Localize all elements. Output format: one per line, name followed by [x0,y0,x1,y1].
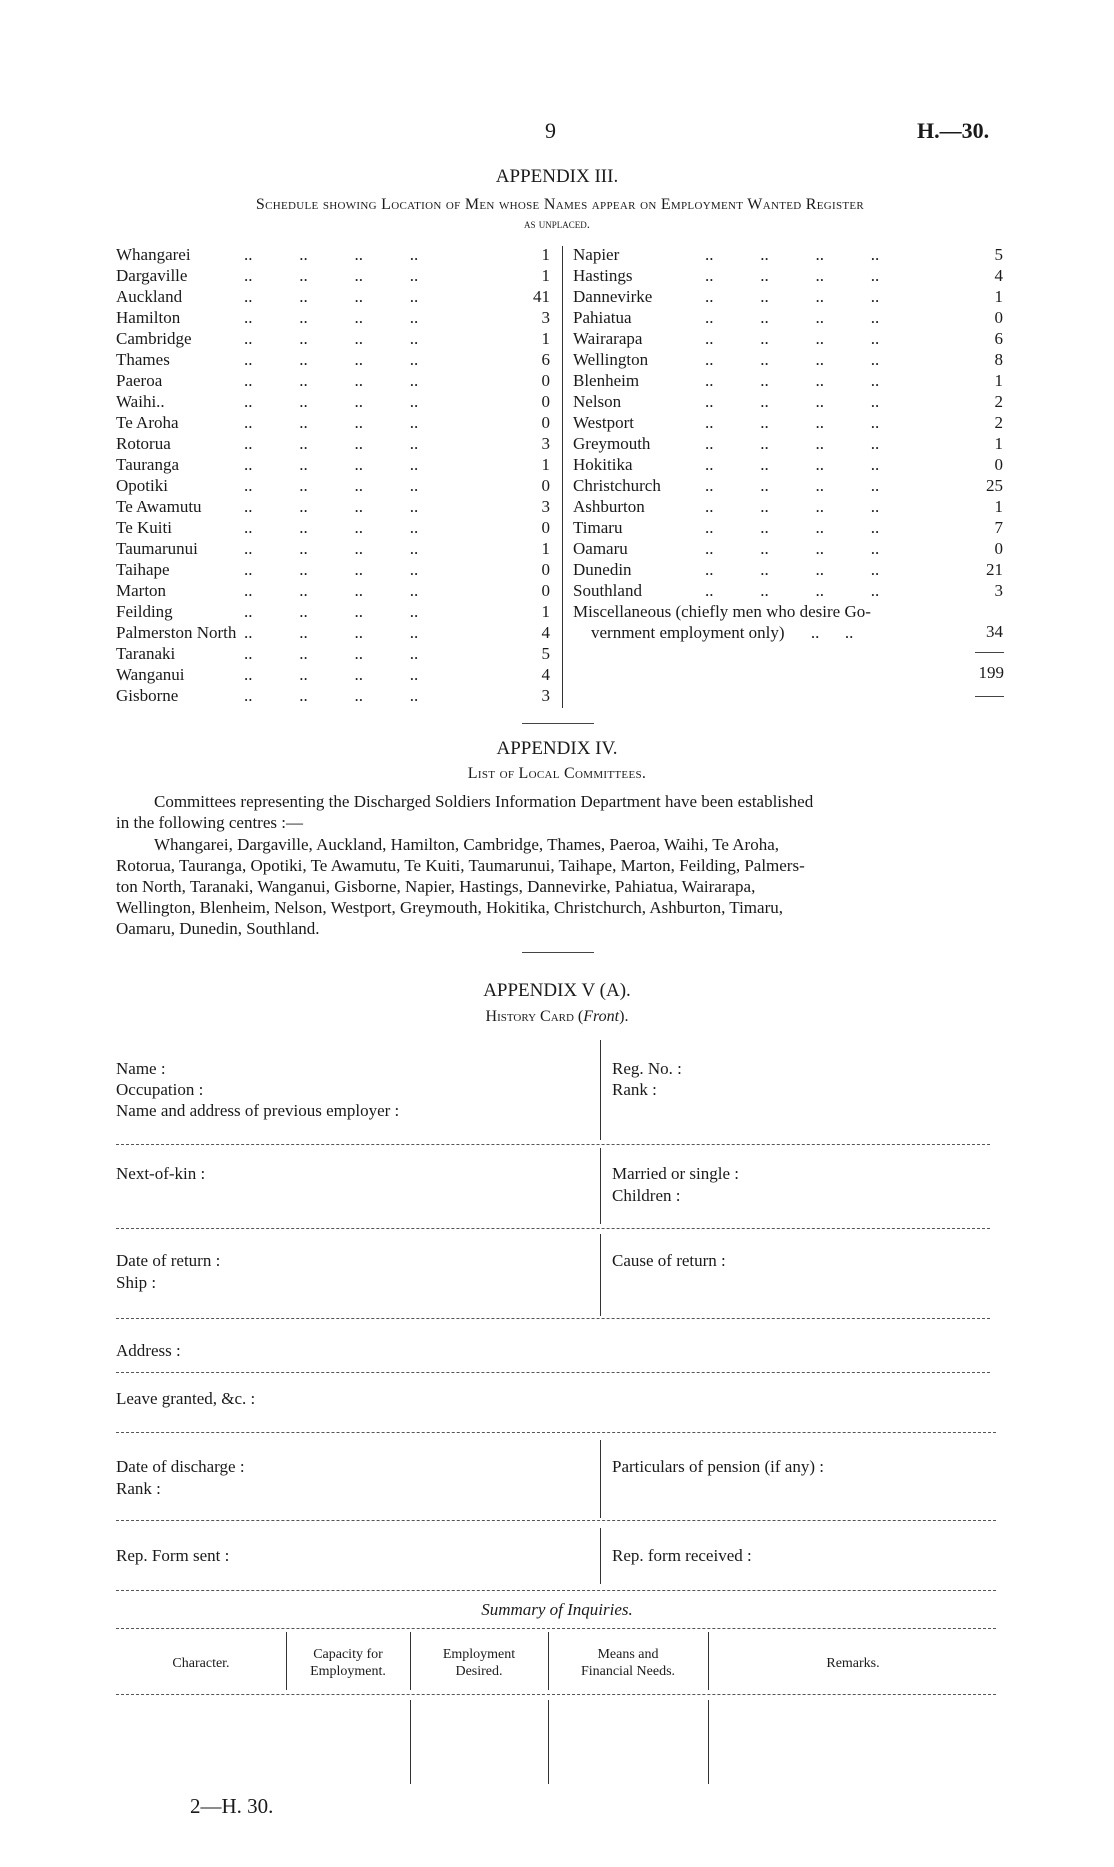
location-count: 5 [541,644,550,663]
rep-form-received-label: Rep. form received : [612,1546,752,1565]
location-count: 1 [541,266,550,285]
summary-body-divider-2 [548,1700,549,1784]
location-row [573,517,1003,538]
location-row [573,328,1003,349]
location-count: 0 [994,455,1003,474]
location-count: 1 [541,329,550,348]
location-list-left [116,244,556,714]
location-row [573,559,1003,580]
leader-dots: .. .. .. .. [244,371,419,390]
location-name: Wellington [573,350,649,369]
column-remarks: Remarks. [826,1656,880,1671]
location-row [573,286,1003,307]
location-row [116,496,550,517]
rank-discharge-label: Rank : [116,1479,161,1498]
location-row [573,349,1003,370]
leader-dots: .. .. .. .. [244,287,419,306]
location-row [116,370,550,391]
location-count: 4 [994,266,1003,285]
leader-dots: .. .. .. .. [705,560,880,579]
location-count: 0 [994,308,1003,327]
location-name: Dargaville [116,266,188,285]
location-row [573,265,1003,286]
total-rule-top [975,652,1004,653]
leader-dots: .. .. .. .. [705,476,880,495]
card-divider-1 [600,1040,601,1140]
card-divider-3 [600,1234,601,1316]
leader-dots: .. .. .. .. [244,329,419,348]
miscellaneous-line-2: vernment employment only) .. .. [591,623,854,642]
location-name: Greymouth [573,434,651,453]
section-divider [522,723,594,724]
location-row [573,370,1003,391]
location-count: 6 [541,350,550,369]
location-row [573,244,1003,265]
location-row [116,580,550,601]
location-name: Hamilton [116,308,181,327]
location-name: Southland [573,581,642,600]
location-row [116,643,550,664]
location-count: 1 [541,602,550,621]
summary-body-divider-3 [708,1700,709,1784]
occupation-field-label: Occupation : [116,1080,204,1099]
document-reference: H.—30. [917,118,990,143]
location-count: 1 [994,287,1003,306]
children-label: Children : [612,1186,681,1205]
leader-dots: .. .. .. .. [244,623,419,642]
married-label: Married or single : [612,1164,739,1183]
location-row [116,538,550,559]
location-name: Marton [116,581,167,600]
summary-title: Summary of Inquiries. [481,1600,633,1619]
location-name: Wanganui [116,665,185,684]
card-rule-3 [116,1318,990,1319]
leader-dots: .. .. .. .. [244,665,419,684]
leader-dots: .. .. .. .. [705,308,880,327]
location-name: Auckland [116,287,183,306]
location-count: 4 [541,623,550,642]
location-row [573,475,1003,496]
location-row [116,475,550,496]
leader-dots: .. .. .. .. [705,434,880,453]
appendix-3-subtitle: Schedule showing Location of Men whose Names appear on Employment Wanted Register [255,196,865,213]
location-count: 2 [994,392,1003,411]
committees-intro: Committees representing the Discharged Soldiers Information Department have been established in the following centres :— [116,792,814,832]
appendix-3-subtitle-cont: as unplaced. [523,216,590,231]
location-name: Whangarei [116,245,191,264]
location-count: 5 [994,245,1003,264]
location-name: Cambridge [116,329,192,348]
leader-dots: .. .. .. .. [705,581,880,600]
address-label: Address : [116,1341,181,1360]
location-name: Taihape [116,560,170,579]
summary-body-divider-1 [410,1700,411,1784]
date-of-return-label: Date of return : [116,1251,221,1270]
location-row [116,391,550,412]
leader-dots: .. .. .. .. [705,497,880,516]
location-count: 1 [541,455,550,474]
column-employment-desired: Employment Desired. [442,1647,516,1679]
location-name: Napier [573,245,620,264]
leader-dots: .. .. .. .. [244,434,419,453]
location-count: 0 [541,371,550,390]
location-row [573,454,1003,475]
leader-dots: .. .. .. .. [705,350,880,369]
location-count: 3 [541,686,550,705]
column-capacity: Capacity for Employment. [310,1647,386,1679]
previous-employer-label: Name and address of previous employer : [116,1101,400,1120]
location-count: 3 [541,308,550,327]
location-row [116,601,550,622]
leader-dots: .. .. .. .. [244,644,419,663]
location-name: Te Awamutu [116,497,202,516]
column-means: Means and Financial Needs. [580,1647,676,1679]
location-count: 0 [541,413,550,432]
location-name: Blenheim [573,371,640,390]
leader-dots: .. .. .. .. [705,371,880,390]
leader-dots: .. .. .. .. [244,308,419,327]
location-row [116,244,550,265]
location-count: 0 [541,392,550,411]
location-name: Hokitika [573,455,633,474]
location-row [116,265,550,286]
location-name: Wairarapa [573,329,643,348]
location-row [573,412,1003,433]
summary-rule-header [116,1694,996,1695]
location-name: Oamaru [573,539,628,558]
total-value: 199 [978,663,1004,682]
total-rule-bottom [975,696,1004,697]
location-name: Christchurch [573,476,661,495]
leader-dots: .. .. .. .. [244,497,419,516]
location-name: Thames [116,350,170,369]
location-row [116,307,550,328]
location-row [116,664,550,685]
signature-mark: 2—H. 30. [190,1794,274,1818]
summary-rule-top [116,1628,996,1629]
leader-dots: .. .. .. .. [244,602,419,621]
location-count: 3 [994,581,1003,600]
leader-dots: .. .. .. .. [705,329,880,348]
location-name: Waihi.. [116,392,165,411]
location-row [573,307,1003,328]
location-count: 41 [533,287,550,306]
next-of-kin-label: Next-of-kin : [116,1164,206,1183]
location-name: Tauranga [116,455,179,474]
location-row [573,538,1003,559]
location-name: Dunedin [573,560,632,579]
location-row [116,685,550,706]
card-rule-1 [116,1144,990,1145]
card-rule-5 [116,1432,996,1433]
name-field-label: Name : [116,1059,166,1078]
location-name: Pahiatua [573,308,632,327]
location-count: 0 [541,518,550,537]
committees-list: Whangarei, Dargaville, Auckland, Hamilton, Cambridge, Thames, Paeroa, Waihi, Te Aroha, Rotorua, Tauranga, Opotiki, Te Awamutu, Te Kuiti, Taumarunui, Taihape, Marton, Feilding, Palmers- ton North, Taranaki, Wanganui, Gisborne, Napier, Hastings, Dannevirke, Pahiatua, Wairarapa, Wellington, Blenheim, Nelson, Westport, Greymouth, Hokitika, Christchurch, Ashburton, Timaru, Oamaru, Dunedin, Southland. [116,835,805,938]
location-count: 4 [541,665,550,684]
location-name: Te Aroha [116,413,179,432]
location-row [116,559,550,580]
location-name: Opotiki [116,476,168,495]
leader-dots: .. .. .. .. [705,539,880,558]
leader-dots: .. .. .. .. [705,245,880,264]
history-card-subtitle: History Card (Front). [485,1008,629,1025]
pension-label: Particulars of pension (if any) : [612,1457,824,1476]
leader-dots: .. .. .. .. [705,392,880,411]
location-row [573,433,1003,454]
location-count: 8 [994,350,1003,369]
card-divider-4 [600,1440,601,1518]
location-count: 0 [541,581,550,600]
date-of-discharge-label: Date of discharge : [116,1457,245,1476]
location-row [573,580,1003,601]
location-count: 25 [986,476,1003,495]
leader-dots: .. .. .. .. [244,581,419,600]
location-count: 3 [541,497,550,516]
location-row [573,496,1003,517]
location-row [116,454,550,475]
rep-form-sent-label: Rep. Form sent : [116,1546,230,1565]
leader-dots: .. .. .. .. [244,245,419,264]
leader-dots: .. .. .. .. [244,350,419,369]
card-rule-2 [116,1228,990,1229]
card-divider-2 [600,1148,601,1224]
leader-dots: .. .. .. .. [705,287,880,306]
card-divider-5 [600,1528,601,1584]
leader-dots: .. .. .. .. [705,266,880,285]
appendix-5-title: APPENDIX V (A). [483,980,631,1001]
location-name: Rotorua [116,434,171,453]
location-row [116,328,550,349]
card-rule-6 [116,1520,996,1521]
leader-dots: .. .. .. .. [705,413,880,432]
location-count: 3 [541,434,550,453]
location-row [116,349,550,370]
leader-dots: .. .. .. .. [244,392,419,411]
location-name: Paeroa [116,371,163,390]
location-name: Taumarunui [116,539,198,558]
appendix-4-title: APPENDIX IV. [496,738,618,759]
leader-dots: .. .. .. .. [244,266,419,285]
location-name: Hastings [573,266,633,285]
leader-dots: .. .. .. .. [244,518,419,537]
ship-label: Ship : [116,1273,157,1292]
location-name: Feilding [116,602,173,621]
location-name: Westport [573,413,634,432]
miscellaneous-label [573,601,953,643]
location-count: 1 [994,497,1003,516]
location-count: 21 [986,560,1003,579]
appendix-4-subtitle: List of Local Committees. [467,765,647,782]
page-number: 9 [545,118,556,143]
cause-of-return-label: Cause of return : [612,1251,726,1270]
leader-dots: .. .. .. .. [705,455,880,474]
card-rule-7 [116,1590,996,1591]
appendix-3-title: APPENDIX III. [495,166,619,187]
location-count: 2 [994,413,1003,432]
location-name: Taranaki [116,644,176,663]
location-count: 1 [541,539,550,558]
location-name: Nelson [573,392,622,411]
location-name: Timaru [573,518,623,537]
location-row [116,286,550,307]
location-count: 1 [994,371,1003,390]
location-count: 0 [994,539,1003,558]
location-row [116,517,550,538]
location-row [573,391,1003,412]
location-name: Palmerston North [116,623,237,642]
location-count: 6 [994,329,1003,348]
location-count: 7 [994,518,1003,537]
location-row [116,433,550,454]
leader-dots: .. .. .. .. [244,476,419,495]
location-count: 0 [541,560,550,579]
section-divider-2 [522,952,594,953]
location-row [116,622,550,643]
miscellaneous-value: 34 [986,622,1003,641]
location-list-right [573,244,1003,624]
location-name: Te Kuiti [116,518,172,537]
location-row [116,412,550,433]
location-name: Ashburton [573,497,645,516]
miscellaneous-line-1: Miscellaneous (chiefly men who desire Go- [573,602,871,621]
leader-dots: .. .. .. .. [705,518,880,537]
location-name: Dannevirke [573,287,653,306]
leader-dots: .. .. .. .. [244,539,419,558]
leave-granted-label: Leave granted, &c. : [116,1389,256,1408]
reg-no-label: Reg. No. : [612,1059,682,1078]
column-divider [562,246,563,708]
column-character: Character. [172,1656,230,1671]
card-rule-4 [116,1372,990,1373]
location-count: 1 [541,245,550,264]
location-count: 0 [541,476,550,495]
leader-dots: .. .. .. .. [244,413,419,432]
leader-dots: .. .. .. .. [244,686,419,705]
location-count: 1 [994,434,1003,453]
location-name: Gisborne [116,686,179,705]
leader-dots: .. .. .. .. [244,560,419,579]
leader-dots: .. .. .. .. [244,455,419,474]
rank-label: Rank : [612,1080,657,1099]
